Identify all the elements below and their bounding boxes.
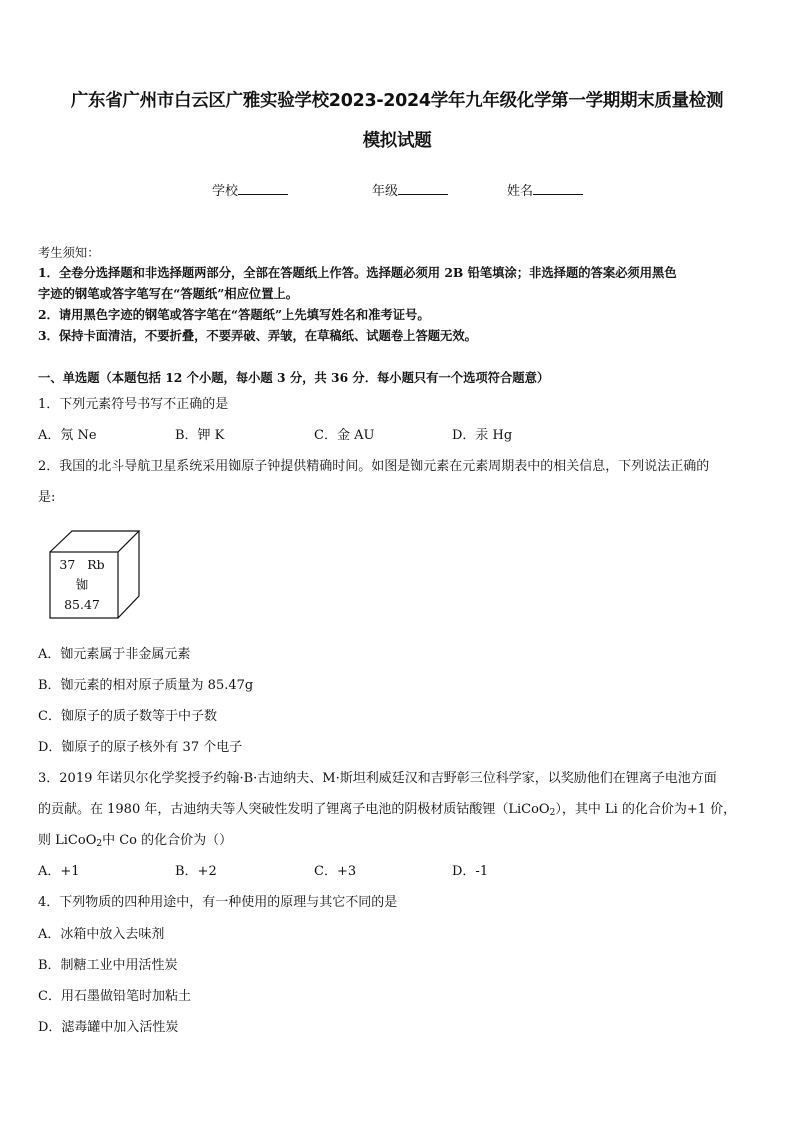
exam-title-line1: 广东省广州市白云区广雅实验学校2023-2024学年九年级化学第一学期期末质量检测	[70, 91, 724, 111]
grade-field[interactable]	[372, 180, 448, 199]
notice-item-1b: 字迹的钢笔或答字笔写在“答题纸”相应位置上。	[38, 286, 299, 301]
section1-heading: 一、单选题（本题包括 12 个小题，每小题 3 分，共 36 分．每小题只有一个选项符合题意）	[38, 370, 550, 385]
grade-blank[interactable]	[398, 182, 448, 195]
grade-label: 年级	[372, 184, 399, 199]
q3-stem-c-subscript: 2	[96, 839, 103, 849]
q2-option-c[interactable]: C．铷原子的质子数等于中子数	[38, 709, 217, 724]
school-field[interactable]	[212, 180, 288, 199]
q3-option-d[interactable]: D．-1	[452, 864, 489, 879]
exam-title-line2: 模拟试题	[362, 131, 432, 151]
q2-stem-b: 是:	[38, 490, 56, 505]
q4-option-a[interactable]: A．冰箱中放入去味剂	[38, 927, 165, 942]
q2-option-a[interactable]: A．铷元素属于非金属元素	[38, 647, 191, 662]
q3-stem-b-part1: 的贡献。在 1980 年，古迪纳夫等人突破性发明了锂离子电池的阴极材质钴酸锂（LiCoO	[38, 802, 550, 817]
q3-option-c[interactable]: C．+3	[314, 864, 357, 879]
q4-option-d[interactable]: D．滤毒罐中加入活性炭	[38, 1020, 179, 1035]
q4-option-c[interactable]: C．用石墨做铅笔时加粘土	[38, 989, 191, 1004]
name-label: 姓名	[507, 184, 534, 199]
q3-option-b[interactable]: B．+2	[175, 864, 217, 879]
q1-option-c[interactable]: C．金 AU	[314, 428, 375, 443]
q3-stem-c	[38, 832, 232, 850]
q3-stem-a: 3．2019 年诺贝尔化学奖授予约翰·B·古迪纳夫、M·斯坦利威廷汉和吉野彰三位科学家，以奖励他们在锂离子电池方面	[38, 771, 717, 786]
q3-stem-b	[38, 801, 736, 819]
q3-stem-b-part2: ），其中 Li 的化合价为+1 价，	[555, 802, 737, 817]
q4-stem: 4．下列物质的四种用途中，有一种使用的原理与其它不同的是	[38, 895, 398, 910]
q2-stem-a: 2．我国的北斗导航卫星系统采用铷原子钟提供精确时间。如图是铷元素在元素周期表中的相关信息，下列说法正确的	[38, 459, 710, 474]
q3-option-a[interactable]: A．+1	[38, 864, 80, 879]
element-symbol: Rb	[87, 557, 105, 572]
student-info-fields	[0, 180, 794, 202]
notice-item-3: 3．保持卡面清洁，不要折叠，不要弄破、弄皱，在草稿纸、试题卷上答题无效。	[38, 328, 477, 343]
q1-option-a[interactable]: A．氖 Ne	[38, 428, 97, 443]
q4-option-b[interactable]: B．制糖工业中用活性炭	[38, 958, 178, 973]
element-atomic-mass: 85.47	[64, 597, 100, 612]
element-atomic-number: 37	[59, 557, 76, 572]
school-blank[interactable]	[238, 182, 288, 195]
school-label: 学校	[212, 184, 239, 199]
q1-stem: 1．下列元素符号书写不正确的是	[38, 397, 229, 412]
notice-item-2: 2．请用黑色字迹的钢笔或答字笔在“答题纸”上先填写姓名和准考证号。	[38, 307, 430, 322]
q3-stem-c-part2: 中 Co 的化合价为（）	[102, 833, 233, 848]
q3-stem-b-subscript: 2	[549, 808, 556, 818]
element-name: 铷	[75, 577, 89, 592]
q1-option-b[interactable]: B．钾 K	[175, 428, 225, 443]
q2-option-d[interactable]: D．铷原子的原子核外有 37 个电子	[38, 740, 243, 755]
name-blank[interactable]	[533, 182, 583, 195]
q1-option-d[interactable]: D．汞 Hg	[452, 428, 513, 443]
element-number-symbol-row	[52, 557, 112, 573]
q2-option-b[interactable]: B．铷元素的相对原子质量为 85.47g	[38, 678, 254, 693]
notice-item-1a: 1．全卷分选择题和非选择题两部分，全部在答题纸上作答。选择题必须用 2B 铅笔填涂；非选择题的答案必须用黑色	[38, 265, 677, 280]
q3-stem-c-part1: 则 LiCoO	[38, 833, 97, 848]
notice-heading: 考生须知：	[38, 246, 100, 260]
name-field[interactable]	[507, 180, 583, 199]
